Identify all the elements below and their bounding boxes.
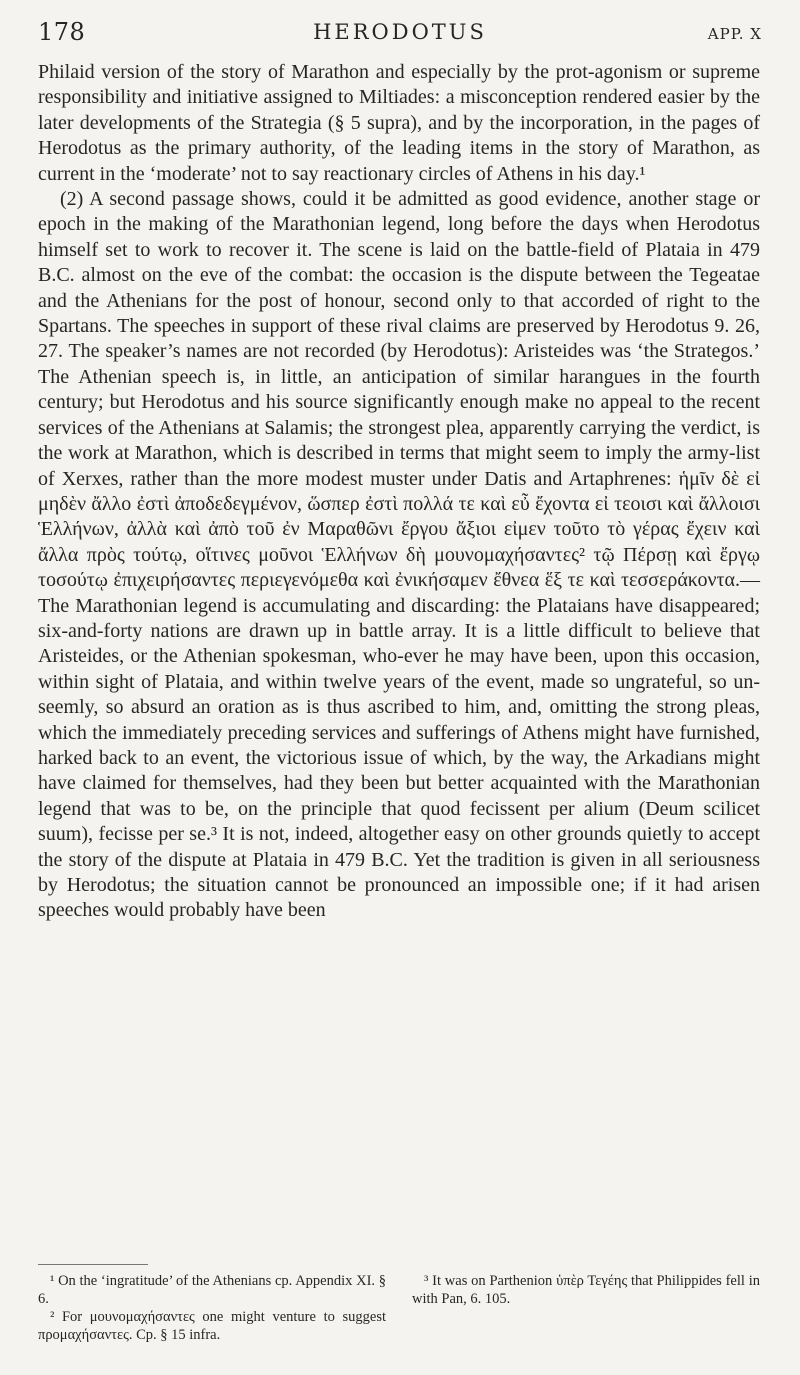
footnote-rule bbox=[38, 1264, 148, 1265]
footnotes bbox=[38, 1272, 760, 1344]
footnote-2: ² For μουνομαχήσαντες one might venture to suggest προμαχήσαντες. Cp. § 15 infra. bbox=[38, 1309, 386, 1343]
page-header bbox=[38, 18, 762, 54]
paragraph-1: Philaid version of the story of Marathon and especially by the prot-agonism or supreme responsibility and initiative assigned to Miltiades: a misconception rendered easier by the later developments of the Strategia (§ 5 supra), and by the incorporation, in the pages of Herodotus as the primary authority, of the leading items in the story of Marathon, as current in the ‘moderate’ not to say reactionary circles of Athens in his day.¹ bbox=[38, 61, 760, 185]
paragraph-2: (2) A second passage shows, could it be admitted as good evidence, another stage or epoch in the making of the Marathonian legend, long before the days when Herodotus himself set to work to recover it. The scene is laid on the battle-field of Plataia in 479 B.C. almost on the eve of the combat: the occasion is the dispute between the Tegeatae and the Athenians for the post of honour, second only to that accorded of right to the Spartans. The speeches in support of these rival claims are preserved by Herodotus 9. 26, 27. The speaker’s names are not recorded (by Herodotus): Aristeides was ‘the Strategos.’ The Athenian speech is, in little, an anticipation of similar harangues in the fourth century; but Herodotus and his source significantly enough make no appeal to the recent services of the Athenians at Salamis; the strongest plea, apparently carrying the verdict, is the work at Marathon, which is described in terms that might seem to imply the army-list of Xerxes, rather than the more modest muster under Datis and Artaphrenes: ἡμῖν δὲ εἰ μηδὲν ἄλλο ἐστὶ ἀποδεδεγμένον, ὥσπερ ἐστὶ πολλά τε καὶ εὖ ἔχοντα εἰ τεοισι καὶ ἄλλοισι Ἑλλήνων, ἀλλὰ καὶ ἀπὸ τοῦ ἐν Μαραθῶνι ἔργου ἄξιοι εἰμεν τοῦτο τὸ γέρας ἔχειν καὶ ἄλλα πρὸς τούτῳ, οἵτινες μοῦνοι Ἑλλήνων δὴ μουνομαχήσαντες² τῷ Πέρσῃ καὶ ἔργῳ τοσούτῳ ἐπιχειρήσαντες περιεγενόμεθα καὶ ἐνικήσαμεν ἔθνεα ἕξ τε καὶ τεσσεράκοντα.—The Marathonian legend is accumulating and discarding: the Plataians have disappeared; six-and-forty nations are drawn up in battle array. It is a little difficult to believe that Aristeides, or the Athenian spokesman, who-ever he may have been, upon this occasion, within sight of Plataia, and within twelve years of the event, made so ungrateful, so un-seemly, so absurd an oration as is thus ascribed to him, and, omitting the strong pleas, which the immediately preceding services and sufferings of Athens might have furnished, harked back to an event, the victorious issue of which, by the way, the Arkadians might have claimed for themselves, had they been but better acquainted with the Marathonian legend that was to be, on the principle that quod fecissent per alium (Deum scilicet suum), fecisse per se.³ It is not, indeed, altogether easy on other grounds quietly to accept the story of the dispute at Plataia in 479 B.C. Yet the tradition is given in all seriousness by Herodotus; the situation cannot be pronounced an impossible one; if it had arisen speeches would probably have been bbox=[38, 188, 760, 922]
appendix-label: APP. X bbox=[707, 25, 762, 43]
footnote-1: ¹ On the ‘ingratitude’ of the Athenians cp. Appendix XI. § 6. bbox=[38, 1273, 386, 1307]
footnote-3: ³ It was on Parthenion ὑπὲρ Τεγέης that Philippides fell in with Pan, 6. 105. bbox=[412, 1273, 760, 1307]
running-title: HERODOTUS bbox=[313, 20, 487, 44]
main-text bbox=[38, 60, 760, 924]
page-number: 178 bbox=[38, 18, 86, 46]
